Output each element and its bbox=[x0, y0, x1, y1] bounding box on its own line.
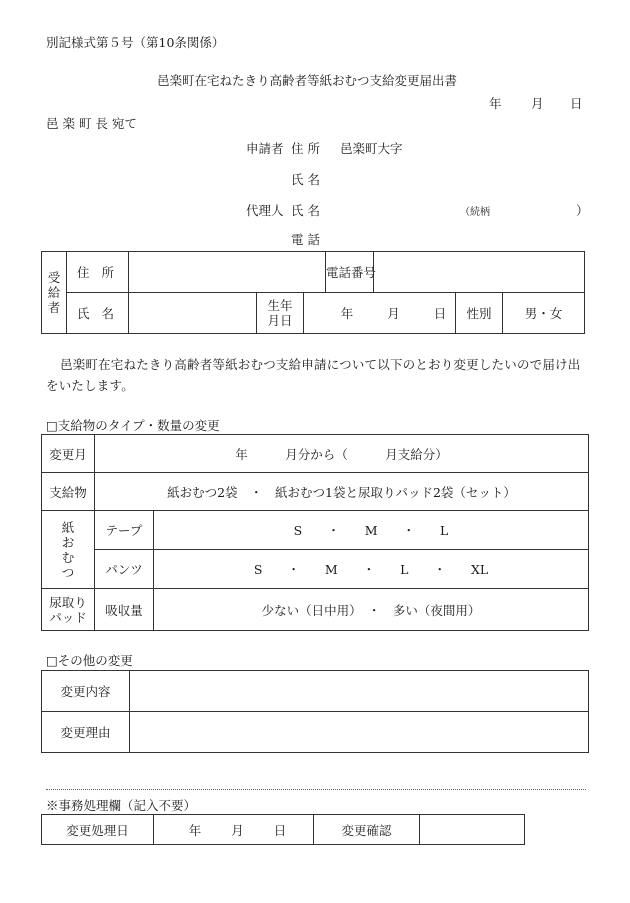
item-value[interactable]: 紙おむつ2袋 ・ 紙おむつ1袋と尿取りパッド2袋（セット） bbox=[95, 473, 589, 511]
statement: 邑楽町在宅ねたきり高齢者等紙おむつ支給申請について以下のとおり変更したいので届け出をいたします。 bbox=[46, 357, 581, 393]
office-date-month: 月 bbox=[231, 822, 244, 838]
birth-date-field[interactable] bbox=[304, 293, 456, 334]
relation-close: ） bbox=[576, 203, 589, 218]
birth-day: 日 bbox=[433, 306, 447, 321]
change-month-value[interactable]: 年 月分から（ 月支給分） bbox=[95, 435, 589, 473]
applicant-name-label: 氏 名 bbox=[291, 172, 320, 187]
form-title: 邑楽町在宅ねたきり高齢者等紙おむつ支給変更届出書 bbox=[157, 73, 458, 88]
sex-label: 性別 bbox=[456, 293, 503, 334]
recipient-phone-field[interactable] bbox=[374, 252, 585, 293]
applicant-address-label: 住 所 bbox=[291, 141, 320, 156]
recipient-table bbox=[41, 251, 585, 334]
office-date-field[interactable] bbox=[154, 815, 314, 845]
absorb-label: 吸収量 bbox=[95, 589, 154, 631]
office-date-year: 年 bbox=[188, 822, 202, 838]
other-change-table bbox=[41, 670, 589, 753]
birth-label-line-2: 月日 bbox=[267, 313, 293, 328]
recipient-address-label: 住 所 bbox=[67, 252, 129, 293]
item-label: 支給物 bbox=[42, 473, 95, 511]
date-month: 月 bbox=[531, 96, 544, 111]
reason-label: 変更理由 bbox=[42, 712, 130, 753]
side-char-2: 給 bbox=[47, 285, 61, 300]
applicant-phone-label: 電 話 bbox=[291, 232, 320, 247]
date-year: 年 bbox=[489, 96, 502, 111]
sex-options[interactable]: 男・女 bbox=[503, 293, 585, 334]
pants-label: パンツ bbox=[95, 550, 154, 589]
change-month-label: 変更月 bbox=[42, 435, 95, 473]
content-field[interactable] bbox=[130, 671, 589, 712]
diaper-char-4: つ bbox=[61, 564, 75, 580]
office-date-day: 日 bbox=[273, 822, 287, 838]
recipient-name-field[interactable] bbox=[129, 293, 257, 334]
applicant-address-value: 邑楽町大字 bbox=[340, 141, 403, 156]
reason-field[interactable] bbox=[130, 712, 589, 753]
office-confirm-field[interactable] bbox=[420, 815, 525, 845]
agent-name-label: 氏 名 bbox=[291, 203, 320, 218]
recipient-address-field[interactable] bbox=[129, 252, 326, 293]
section1-heading: □支給物のタイプ・数量の変更 bbox=[46, 418, 220, 433]
diaper-char-3: む bbox=[61, 549, 75, 565]
tape-sizes[interactable]: S ・ M ・ L bbox=[154, 511, 589, 550]
recipient-phone-label: 電話番号 bbox=[326, 252, 374, 293]
diaper-char-2: お bbox=[61, 534, 75, 550]
pad-label-line-2: パッド bbox=[49, 609, 87, 625]
diaper-char-1: 紙 bbox=[61, 519, 75, 535]
birth-label-line-1: 生年 bbox=[267, 298, 293, 313]
section2-heading: □その他の変更 bbox=[46, 653, 133, 668]
applicant-label: 申請者 bbox=[246, 141, 284, 156]
pad-label bbox=[42, 589, 95, 631]
birth-year: 年 bbox=[340, 306, 354, 321]
agent-label: 代理人 bbox=[246, 203, 284, 218]
office-date-label: 変更処理日 bbox=[42, 815, 154, 845]
date-day: 日 bbox=[570, 96, 583, 111]
office-heading: ※事務処理欄（記入不要） bbox=[46, 798, 197, 813]
side-char-3: 者 bbox=[47, 300, 61, 315]
birth-month: 月 bbox=[387, 306, 400, 321]
pad-label-line-1: 尿取り bbox=[49, 594, 87, 610]
office-confirm-label: 変更確認 bbox=[314, 815, 420, 845]
relation-open: （続柄 bbox=[460, 207, 490, 218]
supply-change-table bbox=[41, 434, 589, 631]
form-id-line: 別記様式第５号（第10条関係） bbox=[46, 35, 225, 50]
birth-label bbox=[257, 293, 304, 334]
side-char-1: 受 bbox=[47, 270, 61, 285]
office-table bbox=[41, 814, 525, 845]
pants-sizes[interactable]: S ・ M ・ L ・ XL bbox=[154, 550, 589, 589]
absorb-value[interactable]: 少ない（日中用） ・ 多い（夜間用） bbox=[154, 589, 589, 631]
recipient-side-label bbox=[42, 252, 67, 334]
tape-label: テープ bbox=[95, 511, 154, 550]
content-label: 変更内容 bbox=[42, 671, 130, 712]
diaper-label bbox=[42, 511, 95, 589]
addressee: 邑 楽 町 長 宛て bbox=[46, 116, 137, 131]
recipient-name-label: 氏 名 bbox=[67, 293, 129, 334]
separator-dotted bbox=[46, 789, 586, 790]
